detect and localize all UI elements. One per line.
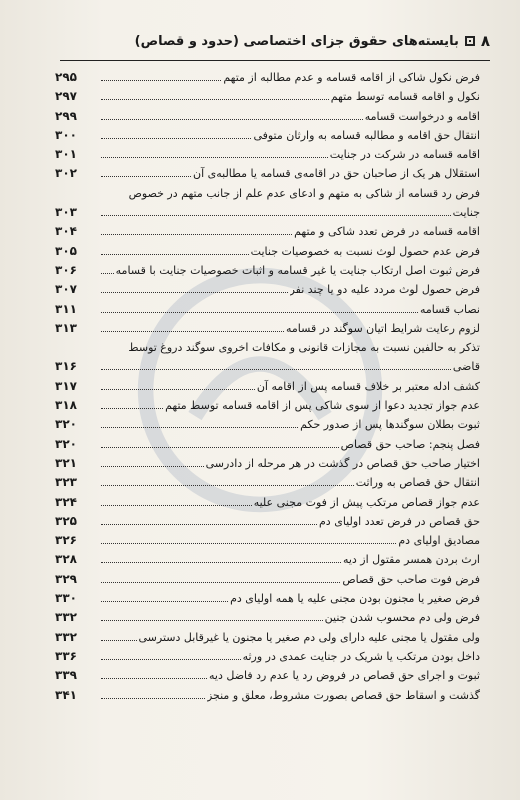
toc-entry-title: کشف ادله معتبر بر خلاف قسامه پس از اقامه آن (256, 379, 480, 393)
toc-line (55, 242, 480, 261)
toc-entry (55, 666, 480, 685)
toc-page-number: ۳۲۰ (55, 417, 77, 432)
toc-entry (55, 164, 480, 183)
toc-entry-title: گذشت و اسقاط حق قصاص بصورت مشروط، معلق و منجز (206, 688, 480, 702)
toc-entry (55, 550, 480, 569)
toc-entry-title: فرض حصول لوث مردد علیه دو یا چند نفر (289, 283, 480, 297)
toc-page-number: ۳۰۵ (55, 243, 77, 258)
toc-page-number: ۳۰۳ (55, 205, 77, 220)
toc-page-number: ۳۰۴ (55, 224, 77, 239)
leader-dots (101, 698, 205, 699)
toc-page-number: ۳۲۶ (55, 533, 77, 548)
toc-line (55, 87, 480, 106)
toc-line (55, 261, 480, 280)
leader-dots (101, 408, 163, 409)
toc-page-number: ۳۱۸ (55, 398, 77, 413)
leader-dots (101, 119, 363, 120)
toc-entry-title: اختیار صاحب حق قصاص در گذشت در هر مرحله از دادرسی (205, 456, 480, 470)
toc-page-number: ۳۳۰ (55, 591, 77, 606)
toc-page-number: ۳۳۲ (55, 610, 77, 625)
toc-line (55, 647, 480, 666)
toc-entry (55, 222, 480, 241)
toc-line (55, 493, 480, 512)
toc-page-number: ۳۰۲ (55, 166, 77, 181)
toc-entry (55, 338, 480, 377)
leader-dots (101, 640, 137, 641)
toc-entry-title-continued: جنایت (452, 206, 480, 220)
toc-entry (55, 126, 480, 145)
running-header (60, 28, 490, 54)
toc-entry-title: مصادیق اولیای دم (398, 534, 480, 548)
toc-entry-title: اقامه قسامه در فرض تعدد شاکی و متهم (294, 225, 480, 239)
toc-line (55, 628, 480, 647)
toc-entry-title: اقامه قسامه در شرکت در جنایت (329, 148, 480, 162)
toc-entry (55, 570, 480, 589)
leader-dots (101, 331, 284, 332)
toc-entry-title: استقلال هر یک از صاحبان حق در اقامه‌ی قسامه یا مطالبه‌ی آن (192, 167, 480, 181)
toc-page-number: ۳۲۸ (55, 552, 77, 567)
toc-entry (55, 628, 480, 647)
toc-entry-title: عدم جواز قصاص مرتکب پیش از فوت مجنی علیه (253, 495, 480, 509)
toc-entry (55, 280, 480, 299)
toc-line (55, 608, 480, 627)
toc-entry-title: فصل پنجم: صاحب حق قصاص (340, 437, 480, 451)
leader-dots (101, 582, 340, 583)
toc-entry (55, 107, 480, 126)
leader-dots (101, 427, 298, 428)
toc-line (55, 126, 480, 145)
toc-entry-title: فرض صغیر یا مجنون بودن مجنی علیه یا همه اولیای دم (230, 592, 480, 606)
toc-entry (55, 184, 480, 223)
toc-entry (55, 608, 480, 627)
toc-line (55, 589, 480, 608)
leader-dots (101, 485, 354, 486)
leader-dots (101, 389, 255, 390)
toc-entry (55, 415, 480, 434)
toc-line (55, 512, 480, 531)
toc-entry (55, 512, 480, 531)
toc-line (55, 145, 480, 164)
toc-page-number: ۳۳۶ (55, 648, 77, 663)
toc-page-number: ۳۰۶ (55, 262, 77, 277)
square-ornament-icon (465, 36, 475, 46)
leader-dots (101, 99, 329, 100)
toc-entry (55, 493, 480, 512)
toc-entry-title: فرض فوت صاحب حق قصاص (342, 572, 480, 586)
toc-line (55, 319, 480, 338)
toc-line (55, 164, 480, 183)
leader-dots (101, 312, 418, 313)
toc-entry-title: ثبوت و اجرای حق قصاص در فروض رد یا عدم رد فاضل دیه (209, 669, 480, 683)
toc-entry-title: تذکر به حالفین نسبت به مجازات قانونی و مکافات اخروی سوگند دروغ توسط (128, 341, 480, 355)
toc-line (55, 435, 480, 454)
toc-page-number: ۳۰۱ (55, 147, 77, 162)
leader-dots (101, 678, 207, 679)
toc-line (55, 686, 480, 705)
toc-page-number: ۳۳۹ (55, 668, 77, 683)
leader-dots (101, 659, 241, 660)
toc-page-number: ۲۹۵ (55, 70, 77, 84)
toc-entry-title: نکول و اقامه قسامه توسط متهم (330, 90, 480, 104)
toc-entry-title: فرض ولی دم محسوب شدن جنین (324, 611, 480, 625)
leader-dots (101, 215, 451, 216)
leader-dots (101, 254, 249, 255)
toc-page-number: ۳۱۷ (55, 378, 77, 393)
table-of-contents (55, 68, 480, 705)
page-number: ۸ (480, 32, 490, 50)
toc-line (55, 357, 480, 376)
leader-dots (101, 80, 221, 81)
toc-line (55, 377, 480, 396)
toc-page-number: ۳۱۶ (55, 359, 77, 374)
toc-page-number: ۳۲۴ (55, 494, 77, 509)
toc-entry (55, 454, 480, 473)
toc-entry-title: فرض عدم حصول لوث نسبت به خصوصیات جنایت (250, 244, 480, 258)
toc-page-number: ۲۹۹ (55, 108, 77, 123)
toc-page-number: ۳۱۱ (55, 301, 77, 316)
toc-entry-title: فرض نکول شاکی از اقامه قسامه و عدم مطالبه از متهم (223, 71, 480, 84)
toc-line (55, 203, 480, 222)
toc-entry (55, 473, 480, 492)
toc-page-number: ۳۲۵ (55, 513, 77, 528)
toc-page-number: ۳۲۹ (55, 571, 77, 586)
leader-dots (101, 447, 339, 448)
toc-entry-title: اقامه و درخواست قسامه (364, 109, 480, 123)
toc-entry-title: حق قصاص در فرض تعدد اولیای دم (319, 514, 480, 528)
toc-entry (55, 589, 480, 608)
toc-entry (55, 68, 480, 87)
toc-line (55, 531, 480, 550)
book-title: بایسته‌های حقوق جزای اختصاصی (حدود و قصاص) (134, 33, 459, 49)
toc-entry (55, 319, 480, 338)
toc-entry (55, 377, 480, 396)
toc-entry-title: انتقال حق قصاص به وراثت (355, 476, 480, 490)
toc-entry-title: نصاب قسامه (419, 302, 480, 316)
toc-line (55, 280, 480, 299)
toc-entry-title: عدم جواز تجدید دعوا از سوی شاکی پس از اقامه قسامه توسط متهم (165, 399, 480, 413)
toc-page-number: ۳۰۰ (55, 127, 77, 142)
toc-entry (55, 242, 480, 261)
toc-entry (55, 531, 480, 550)
toc-line (55, 550, 480, 569)
leader-dots (101, 543, 396, 544)
toc-page-number: ۳۲۳ (55, 475, 77, 490)
toc-line (55, 473, 480, 492)
toc-line (55, 300, 480, 319)
leader-dots (101, 138, 251, 139)
toc-page-number: ۳۱۳ (55, 320, 77, 335)
leader-dots (101, 562, 341, 563)
toc-entry-title: ارث بردن همسر مقتول از دیه (342, 553, 480, 567)
toc-entry-title-continued: قاضی (452, 360, 480, 374)
toc-entry-title: داخل بودن مرتکب یا شریک در جنایت عمدی در ورثه (242, 649, 480, 663)
toc-entry-title: فرض رد قسامه از شاکی به متهم و ادعای عدم علم از جانب متهم در خصوص (128, 186, 480, 200)
leader-dots (101, 234, 292, 235)
toc-page-number: ۲۹۷ (55, 89, 77, 104)
toc-entry-title: انتقال حق اقامه و مطالبه قسامه به وارثان متوفی (253, 128, 480, 142)
toc-line (55, 222, 480, 241)
toc-entry (55, 396, 480, 415)
toc-entry-title: فرض ثبوت اصل ارتکاب جنایت یا غیر قسامه و اثبات خصوصیات جنایت با قسامه (115, 263, 480, 277)
toc-line (55, 107, 480, 126)
toc-line (55, 666, 480, 685)
toc-line (55, 570, 480, 589)
toc-entry-title: ولی مقتول یا مجنی علیه دارای ولی دم صغیر یا مجنون یا غیرقابل دسترسی (138, 630, 480, 644)
toc-line (55, 415, 480, 434)
leader-dots (101, 466, 204, 467)
toc-entry (55, 435, 480, 454)
leader-dots (101, 273, 114, 274)
toc-entry (55, 686, 480, 705)
leader-dots (101, 524, 317, 525)
leader-dots (101, 176, 191, 177)
toc-line (55, 396, 480, 415)
leader-dots (101, 292, 288, 293)
toc-entry (55, 647, 480, 666)
toc-entry (55, 261, 480, 280)
toc-entry-title: ثبوت بطلان سوگندها پس از صدور حکم (300, 418, 480, 432)
leader-dots (101, 601, 228, 602)
toc-page-number: ۳۳۲ (55, 629, 77, 644)
header-rule (60, 60, 490, 61)
leader-dots (101, 620, 323, 621)
toc-page-number: ۳۲۱ (55, 455, 77, 470)
toc-entry (55, 300, 480, 319)
leader-dots (101, 157, 328, 158)
toc-line (55, 68, 480, 87)
leader-dots (101, 505, 252, 506)
toc-page-number: ۳۰۷ (55, 282, 77, 297)
toc-page-number: ۳۴۱ (55, 687, 77, 702)
toc-line (55, 454, 480, 473)
leader-dots (101, 369, 451, 370)
toc-entry-title: لزوم رعایت شرایط اتیان سوگند در قسامه (286, 321, 480, 335)
toc-entry (55, 87, 480, 106)
toc-entry (55, 145, 480, 164)
toc-page-number: ۳۲۰ (55, 436, 77, 451)
